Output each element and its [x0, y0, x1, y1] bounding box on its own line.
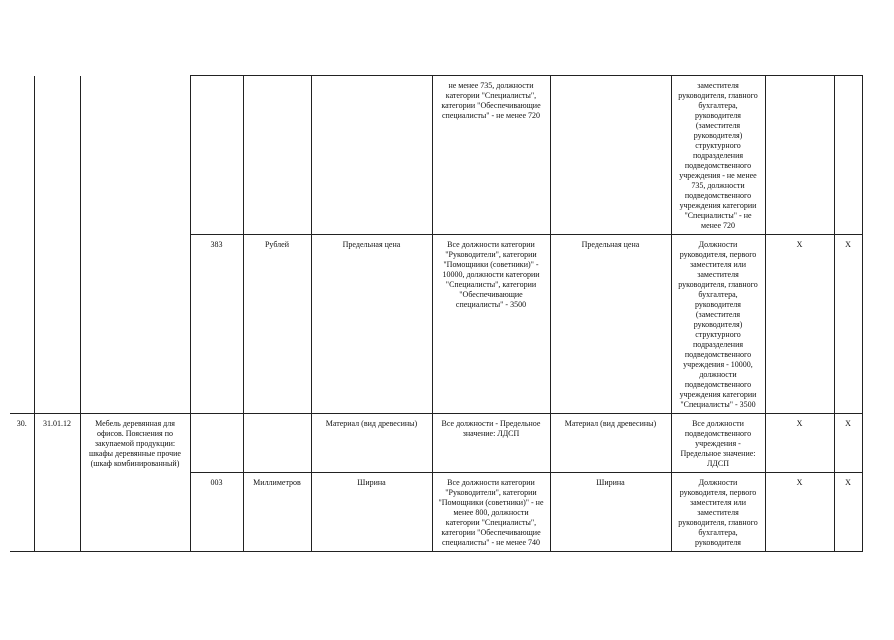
characteristic-cell [311, 76, 432, 235]
characteristic-cell-2: Предельная цена [550, 235, 671, 414]
characteristic-value-cell: Все должности - Предельное значение: ЛДСП [432, 414, 550, 473]
deviation-cell: X [765, 473, 834, 552]
function-cell: X [834, 414, 862, 473]
characteristic-value-cell: Все должности категории "Руководители", категории "Помощники (советники)" - не менее 800, должности категории "Специалисты", категории "Обеспечивающие специалисты" - не менее 740 [432, 473, 550, 552]
table-row [10, 414, 862, 473]
characteristic-value-cell-2: Все должности подведомственного учреждения - Предельное значение: ЛДСП [671, 414, 765, 473]
okei-code-cell [190, 76, 243, 235]
row-number-cell [10, 235, 34, 414]
product-name-cell: Мебель деревянная для офисов. Пояснения по закупаемой продукции: шкафы деревянные прочие (шкаф комбинированный) [80, 414, 190, 473]
table-row [10, 473, 862, 552]
function-cell: X [834, 235, 862, 414]
product-name-cell [80, 76, 190, 235]
unit-name-cell [243, 76, 311, 235]
okpd-code-cell [34, 473, 80, 552]
row-number-cell [10, 76, 34, 235]
function-cell: X [834, 473, 862, 552]
table-row [10, 76, 862, 235]
characteristic-cell-2 [550, 76, 671, 235]
okei-code-cell [190, 414, 243, 473]
characteristic-value-cell-2: Должности руководителя, первого заместителя или заместителя руководителя, главного бухгалтера, руководителя (заместителя руководителя) структурного подразделения подведомственного учреждения - 10000, должности подведомственного учреждения категории "Специалисты" - 3500 [671, 235, 765, 414]
okei-code-cell: 383 [190, 235, 243, 414]
characteristic-value-cell: Все должности категории "Руководители", категории "Помощники (советники)" - 10000, должности категории "Специалисты", категории "Обеспечивающие специалисты" - 3500 [432, 235, 550, 414]
characteristic-cell: Ширина [311, 473, 432, 552]
okpd-code-cell [34, 235, 80, 414]
characteristic-cell: Предельная цена [311, 235, 432, 414]
unit-name-cell [243, 414, 311, 473]
characteristic-value-cell: не менее 735, должности категории "Специалисты", категории "Обеспечивающие специалисты" - не менее 720 [432, 76, 550, 235]
deviation-cell: X [765, 235, 834, 414]
row-number-cell [10, 473, 34, 552]
characteristic-cell-2: Ширина [550, 473, 671, 552]
characteristic-cell: Материал (вид древесины) [311, 414, 432, 473]
row-number-cell: 30. [10, 414, 34, 473]
table-row [10, 235, 862, 414]
characteristic-value-cell-2: заместителя руководителя, главного бухгалтера, руководителя (заместителя руководителя) структурного подразделения подведомственного учреждения - не менее 735, должности подведомственного учреждения категории "Специалисты" - не менее 720 [671, 76, 765, 235]
okei-code-cell: 003 [190, 473, 243, 552]
unit-name-cell: Миллиметров [243, 473, 311, 552]
product-name-cell [80, 473, 190, 552]
product-name-cell [80, 235, 190, 414]
okpd-code-cell [34, 76, 80, 235]
function-cell [834, 76, 862, 235]
okpd-code-cell: 31.01.12 [34, 414, 80, 473]
characteristic-cell-2: Материал (вид древесины) [550, 414, 671, 473]
requirements-table [10, 75, 863, 552]
unit-name-cell: Рублей [243, 235, 311, 414]
deviation-cell: X [765, 414, 834, 473]
characteristic-value-cell-2: Должности руководителя, первого заместителя или заместителя руководителя, главного бухгалтера, руководителя [671, 473, 765, 552]
deviation-cell [765, 76, 834, 235]
